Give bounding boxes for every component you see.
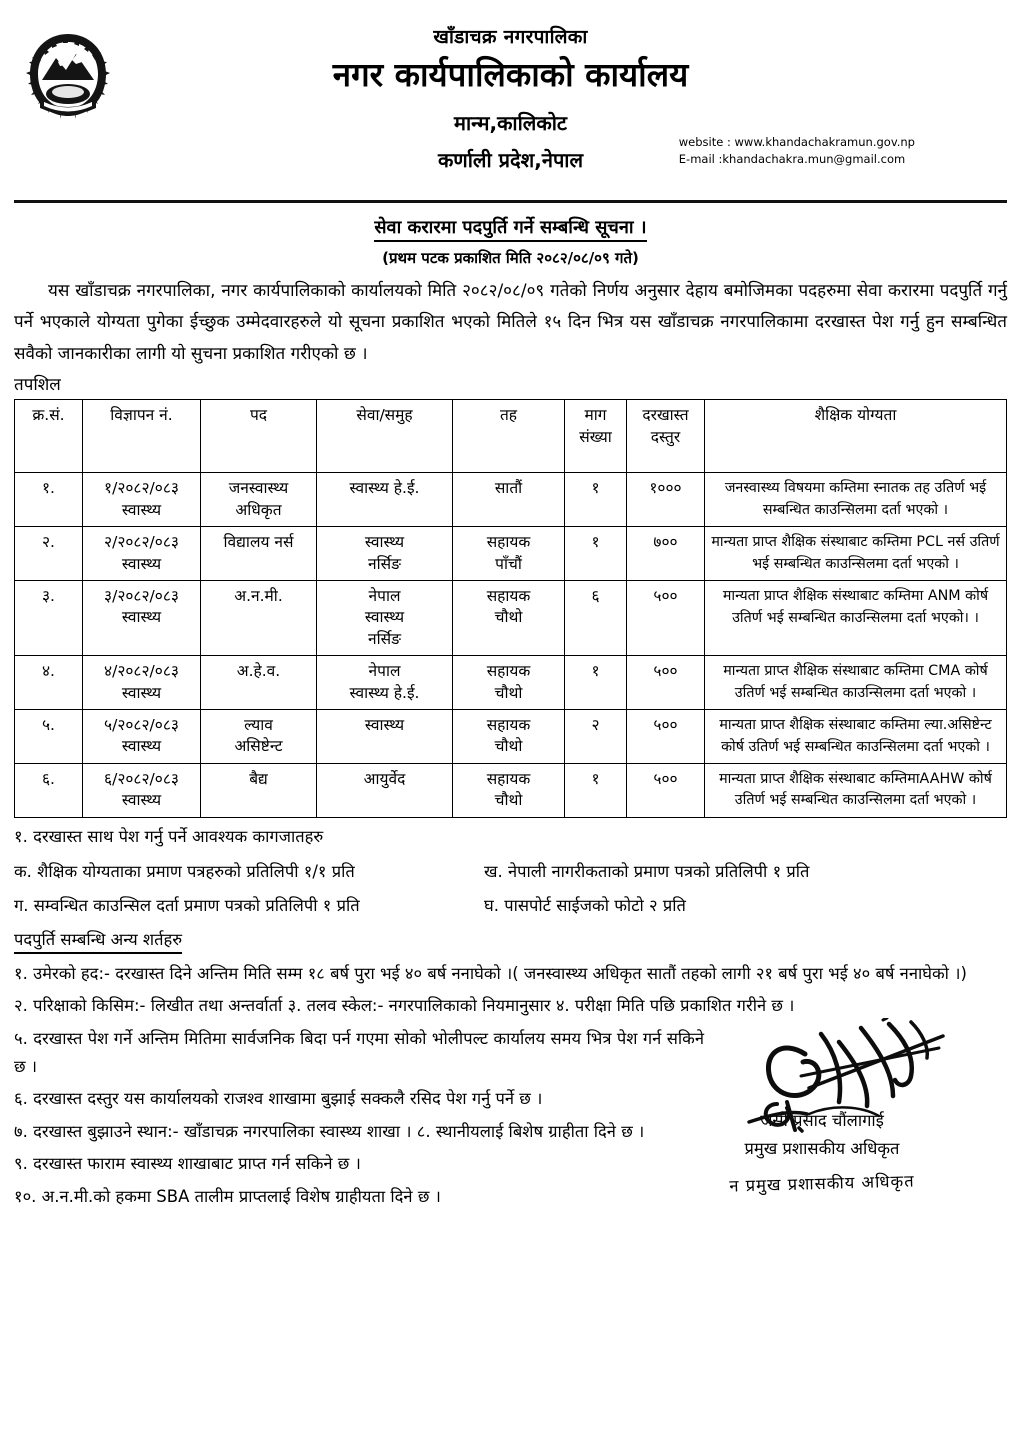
signatory-title: प्रमुख प्रशासकीय अधिकृत — [744, 1138, 900, 1158]
cell-fee: ७०० — [627, 527, 705, 581]
cell-ad-number — [83, 763, 201, 817]
cell-ad-service: स्वास्थ्य — [121, 608, 162, 627]
cell-ad-number-value: ६/२०८२/०८३ — [104, 769, 179, 788]
cell-service-group — [317, 763, 453, 817]
cell-serial: १. — [15, 473, 83, 527]
cell-post — [201, 763, 317, 817]
signatory-name: जसी प्रसाद चौंलागाई — [760, 1111, 884, 1131]
contact-info — [679, 134, 915, 167]
cell-qualification: मान्यता प्राप्त शैक्षिक संस्थाबाट कम्तिमाAAHW कोर्ष उतिर्ण भई सम्बन्धित काउन्सिलमा दर्ता भएको । — [705, 763, 1007, 817]
required-documents-row — [14, 859, 1007, 885]
cell-service-group — [317, 710, 453, 764]
condition-item-10: १०. अ.न.मी.को हकमा SBA तालीम प्राप्तलाई विशेष ग्राहीयता दिने छ । — [14, 1186, 441, 1206]
condition-item-5: ५. दरखास्त पेश गर्ने अन्तिम मितिमा सार्वजनिक बिदा पर्न गएमा सोको भोलीपल्ट कार्यालय समय भित्र पेश गर्न सकिने छ । — [14, 1028, 704, 1077]
cell-post — [201, 527, 317, 581]
col-header-ad-number: विज्ञापन नं. — [83, 400, 201, 473]
cell-post — [201, 710, 317, 764]
cell-ad-number — [83, 710, 201, 764]
required-documents-heading: १. दरखास्त साथ पेश गर्नु पर्ने आवश्यक कागजातहरु — [14, 826, 324, 846]
cell-ad-service: स्वास्थ्य — [121, 500, 162, 519]
cell-ad-number — [83, 473, 201, 527]
cell-service-line3: नर्सिङ — [368, 629, 401, 648]
col-header-quantity-line1: माग — [584, 406, 607, 425]
col-header-level: तह — [453, 400, 565, 473]
cell-serial: ४. — [15, 656, 83, 710]
table-row — [15, 656, 1007, 710]
cell-qualification: मान्यता प्राप्त शैक्षिक संस्थाबाट कम्तिमा ल्या.असिष्टेन्ट कोर्ष उतिर्ण भई सम्बन्धित काउन्सिलमा दर्ता भएको । — [705, 710, 1007, 764]
condition-item-2: २. परिक्षाको किसिम:- लिखीत तथा अन्तर्वार्ता ३. तलव स्केल:- नगरपालिकाको नियमानुसार ४. परीक्षा मिति पछि प्रकाशित गरीने छ । — [14, 996, 795, 1016]
cell-ad-number-value: ५/२०८२/०८३ — [104, 716, 179, 735]
cell-level-line2: चौथो — [494, 791, 523, 810]
cell-post-line1: जनस्वास्थ्य — [228, 479, 289, 498]
cell-ad-service: स्वास्थ्य — [121, 554, 162, 573]
cell-ad-service: स्वास्थ्य — [121, 791, 162, 810]
cell-post-line2: अधिकृत — [235, 500, 282, 519]
cell-service-line1: स्वास्थ्य हे.ई. — [349, 479, 420, 498]
cell-fee: ५०० — [627, 763, 705, 817]
conditions-and-signature — [14, 960, 1007, 1211]
cell-post-line1: ल्याव — [244, 716, 273, 735]
cell-service-line1: स्वास्थ्य — [364, 533, 405, 552]
office-name: नगर कार्यपालिकाको कार्यालय — [332, 54, 689, 94]
col-header-fee-line1: दरखास्त — [642, 406, 689, 425]
cell-ad-number-value: ३/२०८२/०८३ — [104, 587, 179, 606]
cell-service-line1: आयुर्वेद — [363, 769, 406, 788]
cell-post-line1: अ.हे.व. — [236, 662, 281, 681]
condition-item-1: १. उमेरको हद:- दरखास्त दिने अन्तिम मिति सम्म १८ बर्ष पुरा भई ४० बर्ष ननाघेको ।( जनस्वास्थ्य अधिकृत सातौं तहको लागी २१ बर्ष पुरा भई ४० बर्ष ननाघेको ।) — [14, 963, 967, 983]
cell-fee: ५०० — [627, 710, 705, 764]
cell-service-line1: स्वास्थ्य — [364, 716, 405, 735]
required-documents-row — [14, 893, 1007, 919]
col-header-service-group: सेवा/समुह — [317, 400, 453, 473]
condition-item-6: ६. दरखास्त दस्तुर यस कार्यालयको राजश्व शाखामा बुझाई सक्कलै रसिद पेश गर्नु पर्ने छ । — [14, 1089, 543, 1109]
cell-quantity: १ — [565, 656, 627, 710]
col-header-qualification: शैक्षिक योग्यता — [705, 400, 1007, 473]
cell-level-line2: चौथो — [494, 737, 523, 756]
cell-level-line1: सातौं — [494, 479, 523, 498]
condition-item-9: ९. दरखास्त फाराम स्वास्थ्य शाखाबाट प्राप्त गर्न सकिने छ । — [14, 1154, 361, 1174]
cell-service-line2: नर्सिङ — [368, 554, 401, 573]
cell-level-line1: सहायक — [486, 533, 531, 552]
cell-serial: २. — [15, 527, 83, 581]
cell-level-line2: चौथो — [494, 683, 523, 702]
cell-level — [453, 656, 565, 710]
cell-service-group — [317, 473, 453, 527]
cell-ad-number — [83, 656, 201, 710]
document-item-ka: क. शैक्षिक योग्यताका प्रमाण पत्रहरुको प्रतिलिपी १/१ प्रति — [14, 861, 355, 881]
website-line: website : www.khandachakramun.gov.np — [678, 135, 915, 149]
notice-heading-block — [14, 215, 1007, 268]
notice-body-paragraph: यस खाँडाचक्र नगरपालिका, नगर कार्यपालिकाको कार्यालयको मिति २०८२/०८/०९ गतेको निर्णय अनुसार देहाय बमोजिमका पदहरुमा सेवा करारमा पदपुर्ति गर्नु पर्ने भएकाले योग्यता पुगेका ईच्छुक उम्मेदवारहरुले यो सूचना प्रकाशित भएको मितिले १५ दिन भित्र यस खाँडाचक्र नगरपालिकामा दरखास्त पेश गर्नु हुन सम्बन्धित सवैको जानकारीका लागी यो सुचना प्रकाशित गरीएको छ । — [14, 281, 1007, 364]
cell-level-line2: चौथो — [494, 608, 523, 627]
cell-post — [201, 473, 317, 527]
municipality-name: खाँडाचक्र नगरपालिका — [433, 26, 588, 48]
col-header-fee — [627, 400, 705, 473]
cell-ad-number-value: १/२०८२/०८३ — [104, 479, 179, 498]
table-row — [15, 763, 1007, 817]
table-row — [15, 527, 1007, 581]
notice-title: सेवा करारमा पदपुर्ति गर्ने सम्बन्धि सूचना । — [374, 215, 646, 242]
cell-post-line2: असिष्टेन्ट — [234, 737, 283, 756]
cell-post — [201, 581, 317, 656]
handwritten-signature-icon — [657, 1022, 987, 1108]
cell-post-line1: अ.न.मी. — [234, 587, 283, 606]
conditions-heading: पदपुर्ति सम्बन्धि अन्य शर्तहरु — [14, 929, 182, 954]
letterhead — [14, 0, 1007, 196]
table-row — [15, 473, 1007, 527]
table-row — [15, 710, 1007, 764]
cell-ad-service: स्वास्थ्य — [121, 683, 162, 702]
col-header-serial: क्र.सं. — [15, 400, 83, 473]
condition-item-7: ७. दरखास्त बुझाउने स्थान:- खाँडाचक्र नगरपालिका स्वास्थ्य शाखा । ८. स्थानीयलाई बिशेष ग्राहीता दिने छ । — [14, 1121, 645, 1141]
cell-post-line1: विद्यालय नर्स — [223, 533, 294, 552]
cell-ad-number-value: २/२०८२/०८३ — [104, 533, 179, 552]
document-item-gha: घ. पासपोर्ट साईजको फोटो २ प्रति — [484, 896, 686, 916]
cell-qualification: मान्यता प्राप्त शैक्षिक संस्थाबाट कम्तिमा ANM कोर्ष उतिर्ण भई सम्बन्धित काउन्सिलमा दर्ता भएको। । — [705, 581, 1007, 656]
email-line: E-mail :khandachakra.mun@gmail.com — [678, 151, 906, 166]
cell-post — [201, 656, 317, 710]
header-divider — [14, 200, 1007, 203]
cell-service-line2: स्वास्थ्य हे.ई. — [349, 683, 420, 702]
cell-serial: ६. — [15, 763, 83, 817]
cell-level-line1: सहायक — [486, 662, 531, 681]
cell-level-line1: सहायक — [486, 716, 531, 735]
table-row — [15, 581, 1007, 656]
cell-ad-number — [83, 581, 201, 656]
cell-serial: ३. — [15, 581, 83, 656]
document-item-ga: ग. सम्वन्धित काउन्सिल दर्ता प्रमाण पत्रको प्रतिलिपी १ प्रति — [14, 896, 360, 916]
cell-service-group — [317, 656, 453, 710]
cell-level — [453, 473, 565, 527]
cell-ad-service: स्वास्थ्य — [121, 737, 162, 756]
cell-quantity: १ — [565, 763, 627, 817]
cell-level-line1: सहायक — [486, 587, 531, 606]
cell-service-line1: नेपाल — [368, 587, 401, 606]
schedule-label: तपशिल — [14, 375, 61, 396]
cell-serial: ५. — [15, 710, 83, 764]
cell-fee: ५०० — [627, 581, 705, 656]
cell-qualification: मान्यता प्राप्त शैक्षिक संस्थाबाट कम्तिमा PCL नर्स उतिर्ण भई सम्बन्धित काउन्सिलमा दर्ता भएको । — [705, 527, 1007, 581]
cell-qualification: जनस्वास्थ्य विषयमा कम्तिमा स्नातक तह उतिर्ण भई सम्बन्धित काउन्सिलमा दर्ता भएको । — [705, 473, 1007, 527]
cell-level — [453, 527, 565, 581]
cell-post-line1: बैद्य — [249, 769, 268, 788]
col-header-post: पद — [201, 400, 317, 473]
office-place: मान्म,कालिकोट — [454, 110, 567, 135]
cell-service-line2: स्वास्थ्य — [364, 608, 405, 627]
cell-quantity: १ — [565, 527, 627, 581]
signatory-handwritten-note: न प्रमुख प्रशासकीय अधिकृत — [729, 1171, 915, 1196]
cell-level-line2: पाँचौं — [495, 554, 522, 573]
cell-level-line1: सहायक — [486, 769, 531, 788]
cell-service-line1: नेपाल — [368, 662, 401, 681]
vacancy-table — [14, 399, 1007, 818]
cell-level — [453, 763, 565, 817]
cell-quantity: २ — [565, 710, 627, 764]
cell-quantity: ६ — [565, 581, 627, 656]
cell-level — [453, 710, 565, 764]
cell-ad-number — [83, 527, 201, 581]
cell-service-group — [317, 581, 453, 656]
cell-ad-number-value: ४/२०८२/०८३ — [104, 662, 179, 681]
office-province: कर्णाली प्रदेश,नेपाल — [437, 147, 584, 172]
cell-fee: १००० — [627, 473, 705, 527]
cell-qualification: मान्यता प्राप्त शैक्षिक संस्थाबाट कम्तिमा CMA कोर्ष उतिर्ण भई सम्बन्धित काउन्सिलमा दर्ता भएको । — [705, 656, 1007, 710]
cell-quantity: १ — [565, 473, 627, 527]
cell-service-group — [317, 527, 453, 581]
signature-block — [657, 1022, 987, 1197]
notice-publication-date: (प्रथम पटक प्रकाशित मिति २०८२/०८/०९ गते) — [382, 249, 639, 267]
cell-level — [453, 581, 565, 656]
col-header-fee-line2: दस्तुर — [650, 427, 681, 446]
table-header-row — [15, 400, 1007, 473]
document-item-kha: ख. नेपाली नागरीकताको प्रमाण पत्रको प्रतिलिपी १ प्रति — [484, 861, 810, 881]
col-header-quantity-line2: संख्या — [579, 427, 612, 446]
nepal-government-emblem-icon — [22, 28, 114, 138]
cell-fee: ५०० — [627, 656, 705, 710]
col-header-quantity — [565, 400, 627, 473]
